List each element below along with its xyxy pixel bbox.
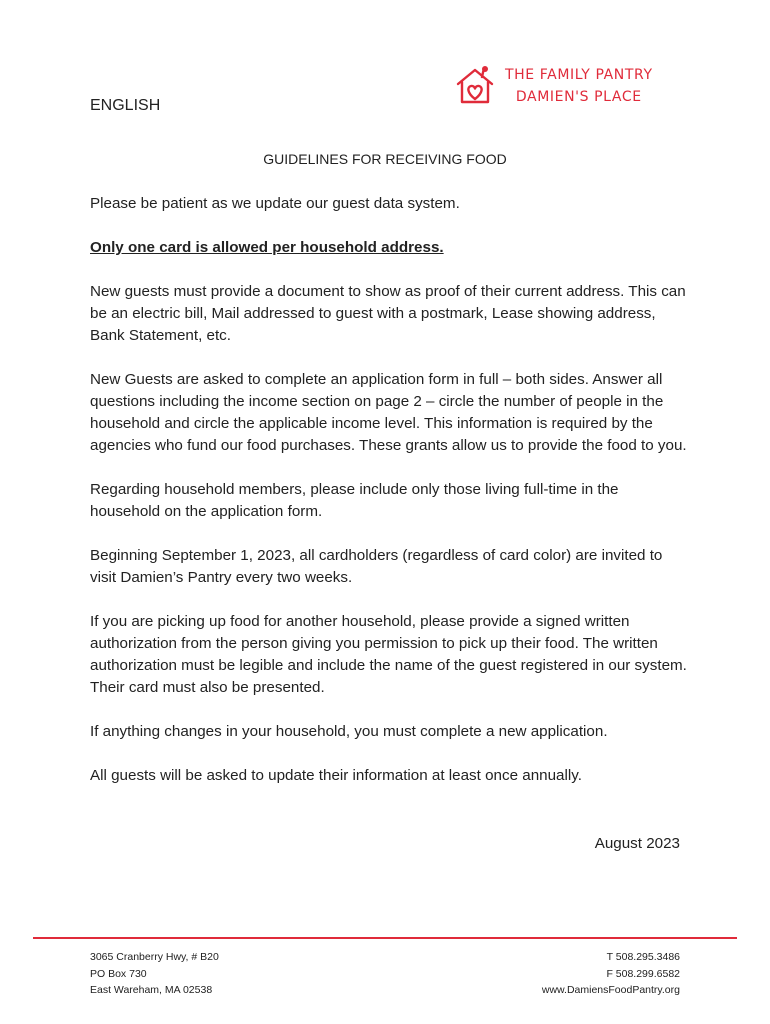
paragraph-application-form: New Guests are asked to complete an application form in full – both sides. Answer all questions including the income section on page 2 – circle the number of people in the household and circle the applicable income level. This information is required by the agencies who fund our food purchases. These grants allow us to provide the food to you. [90, 371, 687, 454]
heart-house-icon [455, 64, 495, 108]
paragraph-household-members: Regarding household members, please include only those living full-time in the household on the application form. [90, 481, 619, 520]
paragraph-annual-update: All guests will be asked to update their information at least once annually. [90, 767, 582, 784]
fax-number: F 508.299.6582 [606, 967, 680, 980]
paragraph-proof-of-address: New guests must provide a document to show as proof of their current address. This can be an electric bill, Mail addressed to guest with a postmark, Lease showing address, Bank Statement, etc. [90, 283, 686, 344]
phone-number: T 508.295.3486 [606, 951, 680, 963]
document-date: August 2023 [594, 835, 680, 852]
footer-address [90, 949, 219, 999]
address-line-1: 3065 Cranberry Hwy, # B20 [90, 951, 219, 963]
footer-divider [33, 937, 737, 939]
paragraph-household-changes: If anything changes in your household, you must complete a new application. [90, 723, 608, 740]
logo-text [505, 64, 653, 108]
paragraph-visit-frequency: Beginning September 1, 2023, all cardholders (regardless of card color) are invited to visit Damien’s Pantry every two weeks. [90, 547, 663, 586]
footer-contact [542, 949, 680, 999]
logo-line-2: DAMIEN'S PLACE [515, 89, 642, 105]
address-line-3: East Wareham, MA 02538 [90, 984, 213, 996]
language-label: ENGLISH [90, 97, 161, 114]
page-title: GUIDELINES FOR RECEIVING FOOD [263, 151, 507, 167]
logo [455, 64, 653, 108]
website-link[interactable]: www.DamiensFoodPantry.org [541, 984, 680, 996]
address-line-2: PO Box 730 [90, 967, 147, 980]
paragraph-pickup-authorization: If you are picking up food for another household, please provide a signed written authorization from the person giving you permission to pick up their food. The written authorization must be legible and include the name of the guest registered in our system. Their card must also be presented. [90, 613, 687, 696]
paragraph-patience: Please be patient as we update our guest data system. [90, 195, 460, 212]
logo-line-1: THE FAMILY PANTRY [505, 67, 653, 83]
paragraph-one-card: Only one card is allowed per household address. [90, 239, 444, 256]
guidelines-body [90, 193, 690, 809]
